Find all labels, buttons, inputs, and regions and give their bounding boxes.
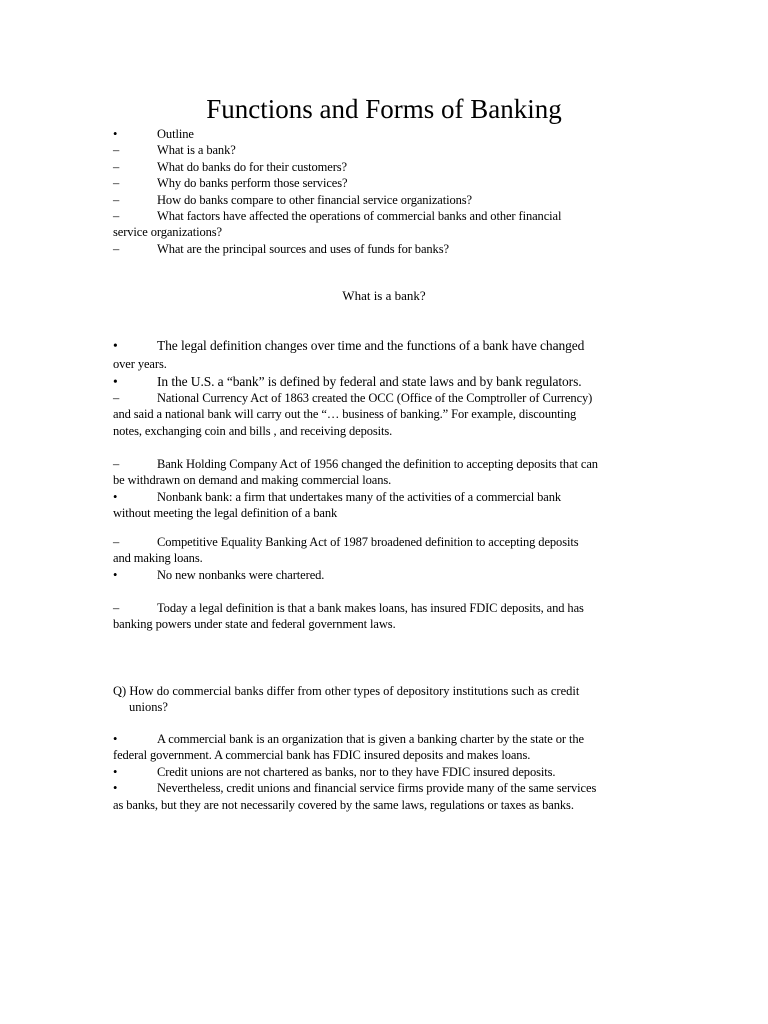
list-item-continuation: and making loans. [113,551,203,566]
list-item-continuation: be withdrawn on demand and making commercial loans. [113,473,392,488]
dash-marker: – [113,457,120,471]
list-item [113,764,658,780]
list-item-text: Nonbank bank: a firm that undertakes many of the activities of a commercial bank [157,489,562,504]
bullet-marker: • [113,489,118,504]
list-item [113,600,658,616]
answer-list [113,731,658,813]
list-item-continuation: service organizations? [113,225,222,240]
list-item-text: National Currency Act of 1863 created the OCC (Office of the Comptroller of Currency) [157,391,593,405]
question-continuation: unions? [129,700,168,715]
list-item-continuation: over years. [113,357,167,371]
document-title: Functions and Forms of Banking [206,94,562,124]
list-item [113,337,658,355]
list-item [113,159,658,175]
list-item-text: No new nonbanks were chartered. [157,567,325,582]
bullet-marker: • [113,374,118,389]
bullet-marker: • [113,781,118,796]
list-item-text: Outline [157,127,194,141]
question-block [113,683,658,716]
definition-list [113,337,658,391]
list-item-continuation: and said a national bank will carry out the “… business of banking.” For example, discounting [113,407,577,422]
list-item-text: A commercial bank is an organization that is given a banking charter by the state or the [157,732,584,746]
dash-marker: – [113,241,120,256]
list-item-text: What is a bank? [157,143,236,158]
list-item-text: Why do banks perform those services? [157,176,348,191]
list-item-text: Nevertheless, credit unions and financial service firms provide many of the same services [157,781,597,796]
list-item [113,192,658,208]
dash-marker: – [113,601,120,615]
list-item-text: Credit unions are not chartered as banks, nor to they have FDIC insured deposits. [157,764,556,779]
list-item [113,534,658,550]
bullet-marker: • [113,338,118,353]
outline-list [113,126,658,257]
list-item [113,142,658,158]
list-item-continuation: banking powers under state and federal government laws. [113,617,396,632]
section-heading: What is a bank? [342,288,426,303]
list-item-continuation: as banks, but they are not necessarily covered by the same laws, regulations or taxes as banks. [113,797,574,812]
list-item [113,567,658,583]
list-item-continuation: without meeting the legal definition of a bank [113,506,338,521]
list-item-continuation: notes, exchanging coin and bills , and receiving deposits. [113,423,393,438]
dash-marker: – [113,176,120,191]
bullet-marker: • [113,127,118,141]
dash-marker: – [113,391,120,405]
list-item [113,175,658,191]
list-item-text: What are the principal sources and uses of funds for banks? [157,241,449,256]
dash-marker: – [113,535,120,549]
list-item [113,456,658,472]
list-item-text: How do banks compare to other financial service organizations? [157,192,472,207]
bullet-marker: • [113,732,118,746]
bullet-marker: • [113,764,118,779]
list-item-text: Bank Holding Company Act of 1956 changed the definition to accepting deposits that can [157,457,598,471]
bank-holding-act-list [113,456,658,522]
list-item-text: Competitive Equality Banking Act of 1987 broadened definition to accepting deposits [157,535,579,549]
bullet-marker: • [113,567,118,582]
list-item [113,780,658,796]
list-item-text: What do banks do for their customers? [157,159,347,174]
legal-definition-item [113,600,658,633]
dash-marker: – [113,192,120,207]
list-item-text: In the U.S. a “bank” is defined by federal and state laws and by bank regulators. [157,374,582,389]
list-item-continuation: federal government. A commercial bank has FDIC insured deposits and makes loans. [113,748,531,763]
list-item-text: Today a legal definition is that a bank makes loans, has insured FDIC deposits, and has [157,601,584,615]
list-item [113,731,658,747]
dash-marker: – [113,209,120,224]
national-currency-act-item [113,390,658,439]
question-text: Q) How do commercial banks differ from other types of depository institutions such as credit [113,684,580,698]
list-item-text: The legal definition changes over time and the functions of a bank have changed [157,338,585,353]
dash-marker: – [113,143,120,158]
list-item [113,373,658,391]
dash-marker: – [113,159,120,174]
list-item [113,489,658,505]
competitive-equality-act-list [113,534,658,583]
list-item [113,126,658,142]
list-item [113,390,658,406]
list-item [113,241,658,257]
list-item-text: What factors have affected the operations of commercial banks and other financial [157,209,562,224]
list-item [113,208,658,224]
